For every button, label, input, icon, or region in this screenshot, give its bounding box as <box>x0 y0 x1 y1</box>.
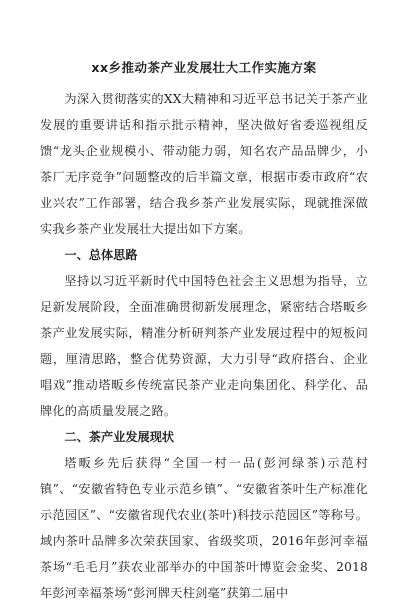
section-1-paragraph: 坚持以习近平新时代中国特色社会主义思想为指导，立足新发展阶段，全面准确贯彻新发展理念，紧密结合塔畈乡茶产业发展实际，精准分析研判茶产业发展过程中的短板问题，厘清思路，整合优势资源，大力引导“政府搭台、企业唱戏”推动塔畈乡传统富民茶产业走向集团化、科学化、品牌化的高质量发展之路。 <box>40 274 368 418</box>
section-2-paragraph: 塔畈乡先后获得“全国一村一品(彭河绿茶)示范村镇”、“安徽省特色专业示范乡镇”、“安徽省茶叶生产标准化示范园区”、“安徽省现代农业(茶叶)科技示范园区”等称号。域内茶叶品牌多次荣获国家、省级奖项，2016年彭河幸福茶场“毛毛月”获农业部举办的中国茶叶博览会金奖、2018年彭河幸福茶场“彭河牌天柱剑毫”获第二届中 <box>40 456 368 600</box>
document-title: xx乡推动茶产业发展壮大工作实施方案 <box>91 60 317 75</box>
section-2-heading: 二、茶产业发展现状 <box>64 430 175 444</box>
intro-paragraph: 为深入贯彻落实的XX大精神和习近平总书记关于茶产业发展的重要讲话和指示批示精神，坚决做好省委巡视组反馈“龙头企业规模小、带动能力弱，知名农产品品牌少，小茶厂无序竞争”问题整改的后半篇文章，根据市委市政府“农业兴农”工作部署，结合我乡茶产业发展实际，现就推深做实我乡茶产业发展壮大提出如下方案。 <box>40 92 368 236</box>
section-1-heading: 一、总体思路 <box>64 248 138 262</box>
